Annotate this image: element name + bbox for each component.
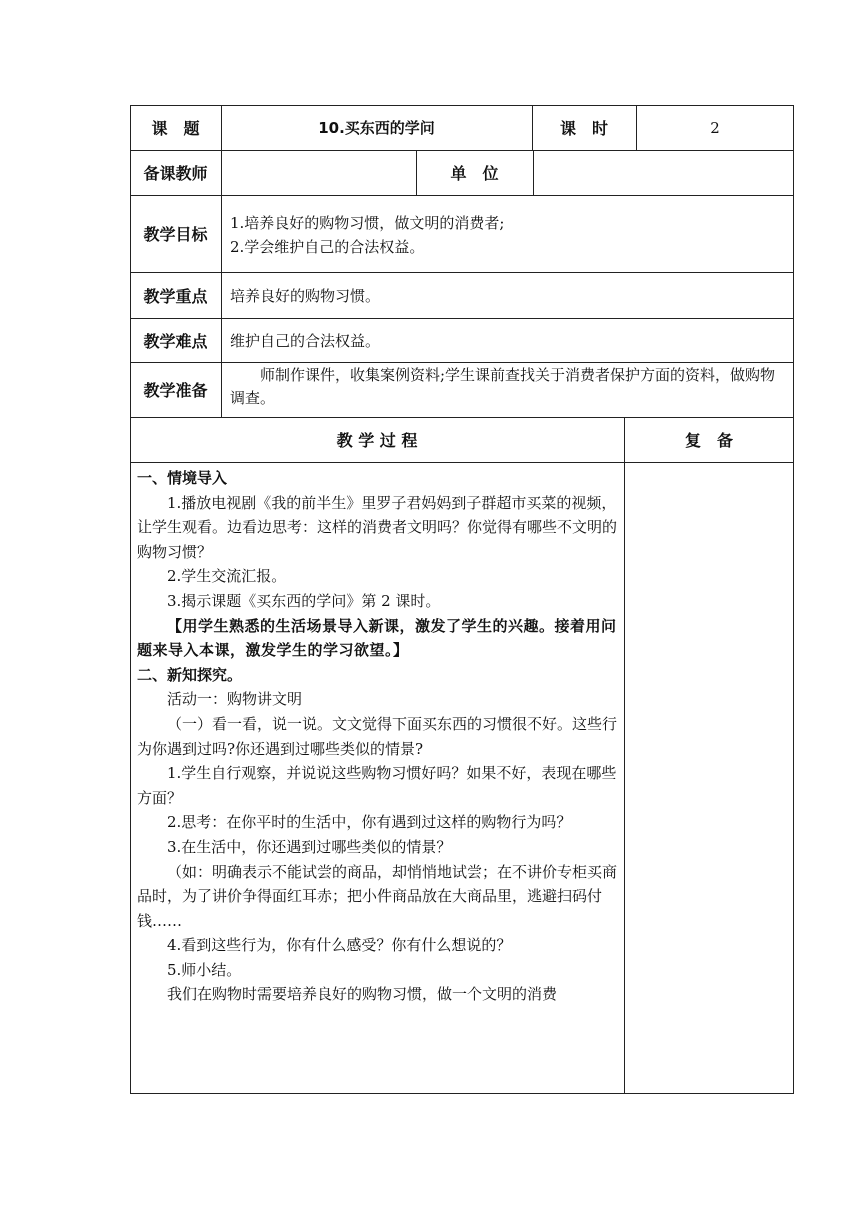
process-paragraph: 4.看到这些行为，你有什么感受？你有什么想说的？ — [167, 936, 512, 955]
preparation-value: 师制作课件，收集案例资料;学生课前查找关于消费者保护方面的资料，做购物调查。 — [230, 366, 776, 407]
row-divider — [130, 195, 794, 196]
process-paragraph: 2.学生交流汇报。 — [167, 567, 287, 586]
process-paragraph: 我们在购物时需要培养良好的购物习惯，做一个文明的消费 — [167, 985, 558, 1004]
process-title: 教 学 过 程 — [336, 431, 418, 450]
process-paragraph: （如：明确表示不能试尝的商品，却悄悄地试尝；在不讲价专柜买商品时，为了讲价争得面红耳赤；把小件商品放在大商品里，逃避扫码付钱…… — [137, 862, 618, 930]
process-paragraph: 3.在生活中，你还遇到过哪些类似的情景？ — [167, 837, 452, 856]
process-paragraph: （一）看一看，说一说。文文觉得下面买东西的习惯很不好。这些行为你遇到过吗?你还遇到过哪些类似的情景? — [137, 714, 618, 758]
process-paragraph: 1.播放电视剧《我的前半生》里罗子君妈妈到子群超市买菜的视频，让学生观看。边看边思考：这样的消费者文明吗？你觉得有哪些不文明的购物习惯？ — [137, 493, 618, 561]
design-note: 【用学生熟悉的生活场景导入新课，激发了学生的兴趣。接着用问题来导入本课，激发学生的学习欲望。】 — [137, 616, 617, 660]
period-label: 课 时 — [559, 119, 608, 138]
process-paragraph: 5.师小结。 — [167, 960, 242, 979]
column-divider — [624, 417, 625, 1094]
goals-list — [230, 211, 788, 259]
teacher-value — [221, 150, 416, 195]
row-divider — [130, 362, 794, 363]
topic-label: 课 题 — [151, 119, 200, 138]
unit-value — [533, 150, 794, 195]
goal-item: 2.学会维护自己的合法权益。 — [230, 238, 425, 256]
teacher-label: 备课教师 — [143, 164, 208, 183]
process-content — [137, 466, 619, 1007]
section-heading: 二、新知探究。 — [137, 665, 243, 684]
difficulty-value: 维护自己的合法权益。 — [230, 331, 381, 350]
review-title: 复 备 — [684, 431, 733, 450]
row-divider — [130, 462, 794, 463]
activity-title: 活动一：购物讲文明 — [167, 690, 303, 709]
key-point-value: 培养良好的购物习惯。 — [230, 286, 381, 305]
period-value: 2 — [710, 118, 720, 137]
goal-item: 1.培养良好的购物习惯，做文明的消费者; — [230, 214, 505, 232]
process-paragraph: 2.思考：在你平时的生活中，你有遇到过这样的购物行为吗？ — [167, 813, 572, 832]
section-heading: 一、情境导入 — [137, 469, 228, 487]
key-point-label: 教学重点 — [143, 286, 208, 306]
unit-label: 单 位 — [450, 164, 499, 183]
difficulty-label: 教学难点 — [143, 331, 208, 351]
preparation-label: 教学准备 — [143, 381, 208, 400]
process-paragraph: 1.学生自行观察，并说说这些购物习惯好吗？如果不好，表现在哪些方面？ — [137, 764, 617, 807]
process-paragraph: 3.揭示课题《买东西的学问》第 2 课时。 — [167, 591, 441, 610]
goals-label: 教学目标 — [143, 225, 208, 244]
topic-value: 10.买东西的学问 — [318, 119, 435, 137]
